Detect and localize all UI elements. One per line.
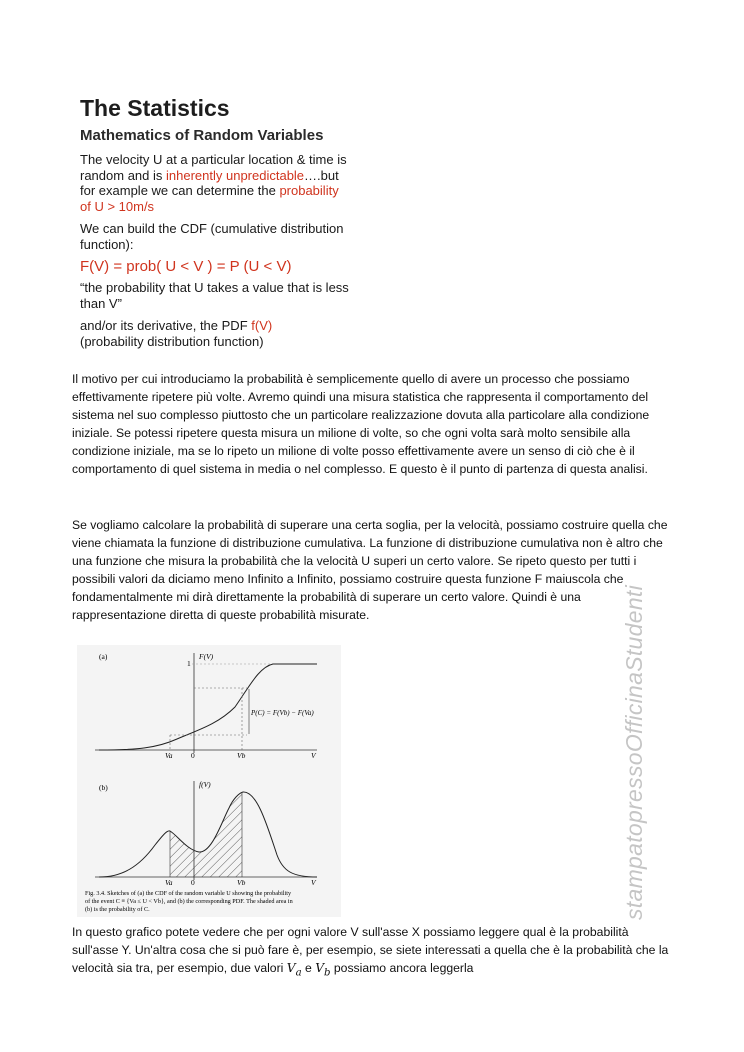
slide-formula: F(V) = prob( U < V ) = P (U < V) [80,258,292,275]
slide-text: ….but for example we can determine the [80,167,339,198]
cdf-vb-label: Vb [237,751,246,760]
figure-cdf-pdf [77,645,341,917]
pdf-vb-label: Vb [237,878,246,887]
slide-paragraph-pdf-def: (probability distribution function) [80,333,264,349]
pdf-zero-label: 0 [191,878,195,887]
panel-b-label: (b) [99,783,108,792]
cdf-one-label: 1 [187,659,191,668]
paragraph-text: possiamo ancora leggerla [330,961,474,975]
slide-highlight: probability of U > 10m/s [80,183,339,214]
paragraph-text: In questo grafico potete vedere che per ogni valore V sull'asse X possiamo leggere qual è la probabilità sull'asse Y. Un'altra cosa che si può fare è, per esempio, se siete interessati a quella che è la probabilità che la velocità sia tra, per esempio, due valori [72,925,669,975]
paragraph-text: e [301,961,316,975]
slide-subtitle: Mathematics of Random Variables [80,127,324,144]
slide-paragraph-pdf [80,318,350,334]
paragraph-intro: Il motivo per cui introduciamo la probabilità è semplicemente quello di avere un processo che possiamo effettivamente ripetere più volte. Avremo quindi una misura statistica che rappresenta il comportamento del sistema nel suo complesso piuttosto che un particolare realizzazione dovuta alla particolare alla condizione iniziale. Se potessi ripetere questa misura un milione di volte, so che ogni volta sarà molto sensibile alla condizione iniziale, ma se lo ripeto un milione di volte posso effettivamente avere un senso di ciò che è il comportamento di quel sistema in media o nel complesso. E questo è il punto di partenza di questa analisi. [72,372,650,476]
figure-caption-line-1: Fig. 3.4. Sketches of (a) the CDF of the random variable U showing the probability [85,890,292,897]
panel-a-label: (a) [99,652,108,661]
math-vb-sub: b [324,967,331,979]
figure-caption-line-2: of the event C ≡ {Va ≤ U < Vb}, and (b) the corresponding PDF. The shaded area in [85,898,293,905]
cdf-curve [99,664,317,750]
slide-highlight: inherently unpredictable [166,167,305,183]
cdf-v-axis-label: V [311,751,316,760]
slide-paragraph-cdf: We can build the CDF (cumulative distribution function): [80,221,344,252]
math-va-letter: V [286,961,296,975]
slide-highlight: f(V) [251,318,273,333]
pdf-va-label: Va [165,878,173,887]
cdf-label: F(V) [199,652,214,661]
pdf-shaded-area [170,792,242,877]
math-va [286,961,302,979]
cdf-va-label: Va [165,751,173,760]
paragraph-graph [72,923,670,982]
slide-image [80,94,350,349]
pdf-v-axis-label: V [311,878,316,887]
slide-quote: “the probability that U takes a value that is less than V” [80,280,349,311]
figure-caption-line-3: (b) is the probability of C. [85,906,150,913]
slide-text: and/or its derivative, the PDF [80,318,252,333]
slide-paragraph-velocity [80,152,350,214]
slide-text: The velocity U at a particular location & time is random and is [80,152,347,183]
cdf-prob-label: P(C) = F(Vb) − F(Va) [251,709,314,717]
math-va-sub: a [295,967,302,979]
cdf-zero-label: 0 [191,751,195,760]
figure-svg [77,645,341,917]
paragraph-cdf: Se vogliamo calcolare la probabilità di superare una certa soglia, per la velocità, possiamo costruire quella che viene chiamata la funzione di distribuzione cumulativa. La funzione di distribuzione cumulativa non è altro che una funzione che misura la probabilità che la velocità U superi un certo valore. Se ripeto questo per tutti i possibili valori da diciamo meno Infinito a Infinito, possiamo costruire questa funzione F maiuscola che fondamentalmente mi dirà direttamente la probabilità di superare un certo valore. Quindi è una rappresentazione diretta di queste probabilità misurate. [72,518,668,622]
slide-title: The Statistics [80,95,230,121]
math-vb-letter: V [315,961,324,975]
pdf-label: f(V) [199,780,211,789]
watermark: stampatopressoOfficinaStudenti [621,584,647,920]
math-vb [315,961,331,979]
